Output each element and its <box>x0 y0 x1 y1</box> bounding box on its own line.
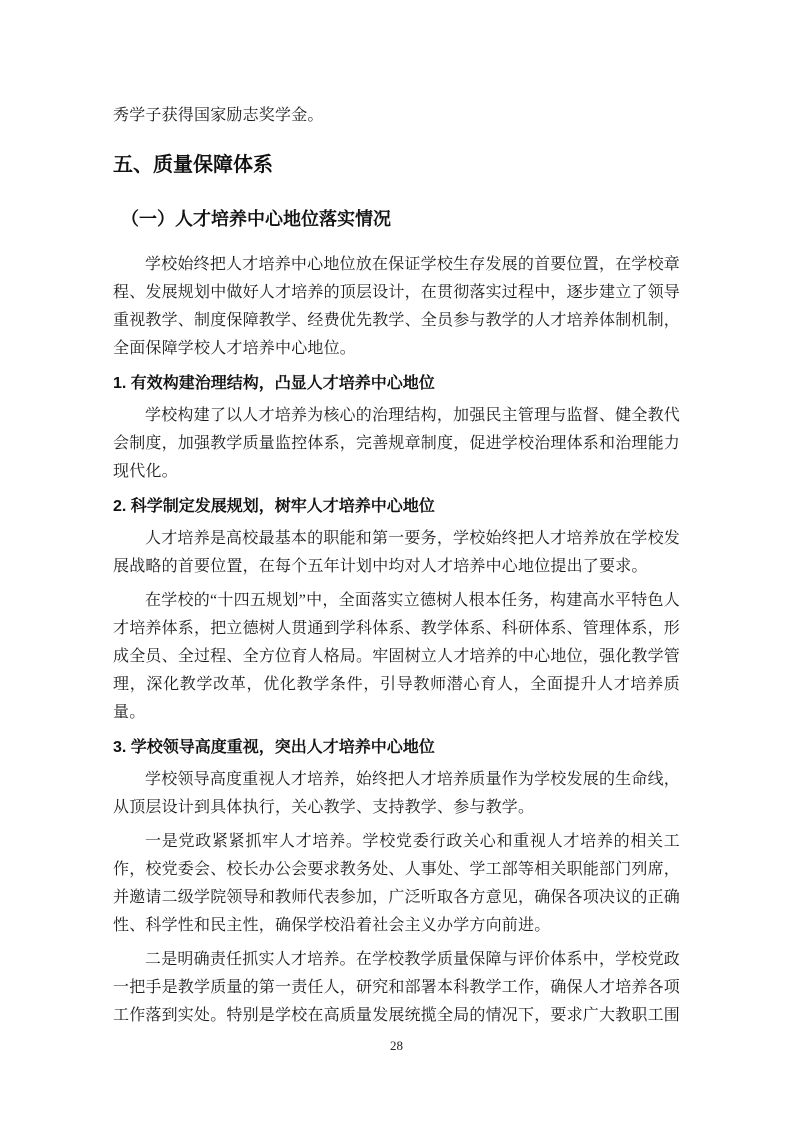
paragraph-3: 人才培养是高校最基本的职能和第一要务，学校始终把人才培养放在学校发展战略的首要位置，在每个五年计划中均对人才培养中心地位提出了要求。 <box>113 530 680 575</box>
paragraph-continuation: 秀学子获得国家励志奖学金。 <box>113 107 324 124</box>
section-heading-level2: （一）人才培养中心地位落实情况 <box>121 209 391 229</box>
paragraph-7: 二是明确责任抓实人才培养。在学校教学质量保障与评价体系中，学校党政一把手是教学质量的第一责任人，研究和部署本科教学工作，确保人才培养各项工作落到实处。特别是学校在高质量发展统揽全局的情况下，要求广大教职工围 <box>113 951 681 1024</box>
paragraph-5: 学校领导高度重视人才培养，始终把人才培养质量作为学校发展的生命线，从顶层设计到具体执行，关心教学、支持教学、参与教学。 <box>113 771 680 816</box>
page-number: 28 <box>390 1038 403 1053</box>
paragraph-4: 在学校的“十四五规划”中，全面落实立德树人根本任务，构建高水平特色人才培养体系，把立德树人贯通到学科体系、教学体系、科研体系、管理体系，形成全员、全过程、全方位育人格局。牢固树立人才培养的中心地位，强化教学管理，深化教学改革，优化教学条件，引导教师潜心育人，全面提升人才培养质量。 <box>113 592 681 721</box>
paragraph-1: 学校始终把人才培养中心地位放在保证学校生存发展的首要位置，在学校章程、发展规划中做好人才培养的顶层设计，在贯彻落实过程中，逐步建立了领导重视教学、制度保障教学、经费优先教学、全员参与教学的人才培养体制机制，全面保障学校人才培养中心地位。 <box>113 256 681 357</box>
subsection-heading-3: 3. 学校领导高度重视，突出人才培养中心地位 <box>113 739 435 756</box>
paragraph-2: 学校构建了以人才培养为核心的治理结构，加强民主管理与监督、健全教代会制度，加强教学质量监控体系，完善规章制度，促进学校治理体系和治理能力现代化。 <box>113 407 681 480</box>
section-heading-level1: 五、质量保障体系 <box>113 154 273 176</box>
subsection-heading-1: 1. 有效构建治理结构，凸显人才培养中心地位 <box>113 375 435 392</box>
subsection-heading-2: 2. 科学制定发展规划，树牢人才培养中心地位 <box>113 498 435 515</box>
paragraph-6: 一是党政紧紧抓牢人才培养。学校党委行政关心和重视人才培养的相关工作，校党委会、校长办公会要求教务处、人事处、学工部等相关职能部门列席，并邀请二级学院领导和教师代表参加，广泛听取各方意见，确保各项决议的正确性、科学性和民主性，确保学校沿着社会主义办学方向前进。 <box>113 833 681 934</box>
